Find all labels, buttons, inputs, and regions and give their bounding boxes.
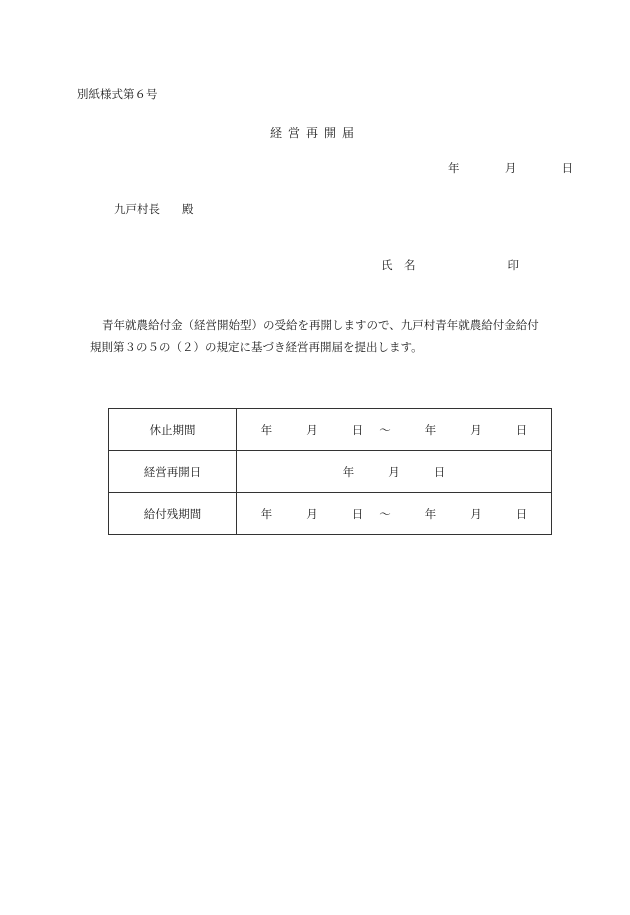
addressee-name: 九戸村長 [114, 202, 160, 216]
table-row-remaining [109, 493, 552, 535]
from-year: 年 [260, 422, 273, 437]
date-year-label: 年 [448, 161, 460, 175]
resume-month: 月 [388, 464, 400, 479]
from-year: 年 [260, 506, 273, 521]
applicant-name-line [381, 257, 519, 273]
to-year: 年 [424, 422, 437, 437]
from-month: 月 [306, 506, 318, 521]
from-day: 日 [351, 506, 364, 521]
to-day: 日 [515, 422, 528, 437]
from-month: 月 [306, 422, 318, 437]
table-row-resumption [109, 451, 552, 493]
body-paragraph [90, 314, 570, 358]
row-label-suspension-period: 休止期間 [109, 409, 237, 451]
date-month-label: 月 [504, 161, 517, 175]
date-day-label: 日 [561, 161, 574, 175]
row-label-remaining-period: 給付残期間 [109, 493, 237, 535]
tilde: ～ [379, 506, 391, 521]
tilde: ～ [379, 422, 391, 437]
submission-date [448, 160, 573, 176]
row-label-resumption-date: 経営再開日 [109, 451, 237, 493]
suspension-period-value [237, 409, 552, 451]
body-line-2: 規則第３の５の（２）の規定に基づき経営再開届を提出します。 [90, 340, 423, 354]
to-month: 月 [470, 506, 482, 521]
to-month: 月 [470, 422, 482, 437]
document-title: 経営再開届 [269, 126, 360, 140]
remaining-period-value [237, 493, 552, 535]
to-year: 年 [424, 506, 437, 521]
addressee [114, 201, 194, 217]
name-label: 氏 名 [381, 258, 416, 272]
body-line-1: 青年就農給付金（経営開始型）の受給を再開しますので、九戸村青年就農給付金給付 [102, 318, 539, 332]
from-day: 日 [351, 422, 364, 437]
period-table [108, 408, 552, 535]
to-day: 日 [515, 506, 528, 521]
seal-label: 印 [507, 258, 519, 272]
resume-year: 年 [342, 464, 355, 479]
resumption-date-value [237, 451, 552, 493]
table-row-suspension [109, 409, 552, 451]
resume-day: 日 [433, 464, 446, 479]
form-number: 別紙様式第６号 [77, 87, 158, 101]
addressee-honorific: 殿 [182, 202, 194, 216]
